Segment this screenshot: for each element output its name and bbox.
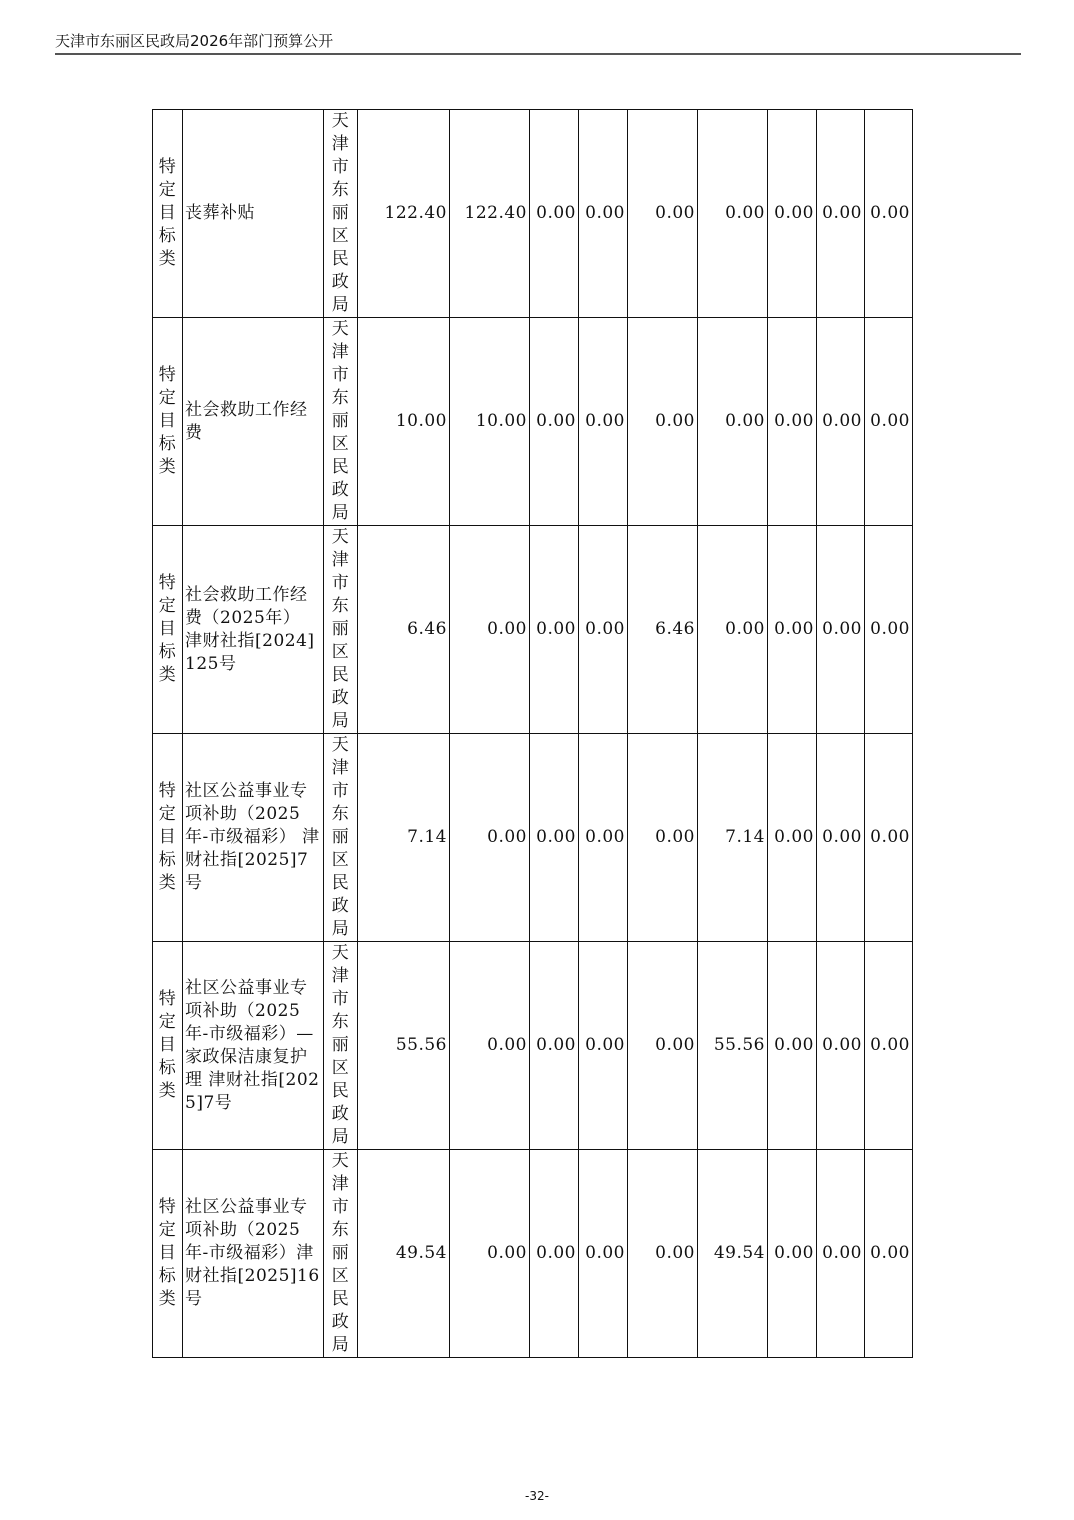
amount-cell: 0.00: [450, 734, 530, 942]
amount-cell: 55.56: [698, 942, 768, 1150]
project-name-cell: 社区公益事业专项补助（2025年-市级福彩） 津财社指[2025]7号: [183, 734, 324, 942]
category-cell: 特定目标类: [153, 1150, 183, 1358]
amount-cell: 6.46: [358, 526, 450, 734]
header-divider: [55, 53, 1021, 55]
project-name-cell: 社区公益事业专项补助（2025年-市级福彩）津财社指[2025]16号: [183, 1150, 324, 1358]
amount-cell: 0.00: [768, 318, 817, 526]
table-row: [153, 110, 913, 318]
amount-cell: 0.00: [817, 1150, 865, 1358]
amount-cell: 49.54: [698, 1150, 768, 1358]
amount-cell: 7.14: [358, 734, 450, 942]
table-row: [153, 1150, 913, 1358]
project-name-cell: 社会救助工作经费（2025年） 津财社指[2024]125号: [183, 526, 324, 734]
amount-cell: 0.00: [698, 526, 768, 734]
amount-cell: 49.54: [358, 1150, 450, 1358]
category-cell: 特定目标类: [153, 942, 183, 1150]
amount-cell: 0.00: [579, 942, 628, 1150]
amount-cell: 0.00: [817, 318, 865, 526]
amount-cell: 55.56: [358, 942, 450, 1150]
amount-cell: 7.14: [698, 734, 768, 942]
amount-cell: 0.00: [530, 942, 579, 1150]
unit-cell: 天津市东丽区民政局: [324, 318, 358, 526]
amount-cell: 0.00: [579, 110, 628, 318]
amount-cell: 0.00: [865, 110, 913, 318]
amount-cell: 0.00: [865, 318, 913, 526]
unit-cell: 天津市东丽区民政局: [324, 1150, 358, 1358]
category-cell: 特定目标类: [153, 526, 183, 734]
amount-cell: 0.00: [865, 734, 913, 942]
amount-cell: 0.00: [768, 526, 817, 734]
amount-cell: 0.00: [530, 110, 579, 318]
category-cell: 特定目标类: [153, 734, 183, 942]
amount-cell: 0.00: [698, 318, 768, 526]
amount-cell: 0.00: [628, 110, 698, 318]
amount-cell: 0.00: [579, 734, 628, 942]
table-row: [153, 734, 913, 942]
amount-cell: 0.00: [698, 110, 768, 318]
amount-cell: 0.00: [530, 1150, 579, 1358]
amount-cell: 0.00: [817, 942, 865, 1150]
amount-cell: 0.00: [530, 526, 579, 734]
page-header-title: 天津市东丽区民政局2026年部门预算公开: [55, 32, 334, 50]
amount-cell: 0.00: [768, 734, 817, 942]
amount-cell: 0.00: [628, 734, 698, 942]
page-number: -32-: [525, 1489, 549, 1503]
amount-cell: 122.40: [450, 110, 530, 318]
category-cell: 特定目标类: [153, 318, 183, 526]
unit-cell: 天津市东丽区民政局: [324, 942, 358, 1150]
unit-cell: 天津市东丽区民政局: [324, 110, 358, 318]
table-row: [153, 526, 913, 734]
amount-cell: 0.00: [817, 110, 865, 318]
amount-cell: 0.00: [628, 942, 698, 1150]
project-name-cell: 丧葬补贴: [183, 110, 324, 318]
table-row: [153, 942, 913, 1150]
amount-cell: 0.00: [530, 318, 579, 526]
amount-cell: 10.00: [358, 318, 450, 526]
amount-cell: 0.00: [450, 1150, 530, 1358]
amount-cell: 122.40: [358, 110, 450, 318]
amount-cell: 6.46: [628, 526, 698, 734]
amount-cell: 0.00: [579, 1150, 628, 1358]
amount-cell: 0.00: [628, 318, 698, 526]
table-row: [153, 318, 913, 526]
project-name-cell: 社区公益事业专项补助（2025年-市级福彩）—家政保洁康复护理 津财社指[2025]7号: [183, 942, 324, 1150]
budget-table: [152, 109, 913, 1358]
amount-cell: 0.00: [628, 1150, 698, 1358]
amount-cell: 0.00: [865, 942, 913, 1150]
amount-cell: 0.00: [450, 526, 530, 734]
amount-cell: 0.00: [865, 1150, 913, 1358]
unit-cell: 天津市东丽区民政局: [324, 526, 358, 734]
amount-cell: 0.00: [579, 526, 628, 734]
amount-cell: 0.00: [817, 526, 865, 734]
unit-cell: 天津市东丽区民政局: [324, 734, 358, 942]
amount-cell: 0.00: [579, 318, 628, 526]
project-name-cell: 社会救助工作经费: [183, 318, 324, 526]
budget-table-body: [153, 110, 913, 1358]
amount-cell: 0.00: [865, 526, 913, 734]
amount-cell: 0.00: [768, 1150, 817, 1358]
amount-cell: 0.00: [817, 734, 865, 942]
amount-cell: 10.00: [450, 318, 530, 526]
amount-cell: 0.00: [768, 942, 817, 1150]
amount-cell: 0.00: [530, 734, 579, 942]
amount-cell: 0.00: [768, 110, 817, 318]
category-cell: 特定目标类: [153, 110, 183, 318]
amount-cell: 0.00: [450, 942, 530, 1150]
